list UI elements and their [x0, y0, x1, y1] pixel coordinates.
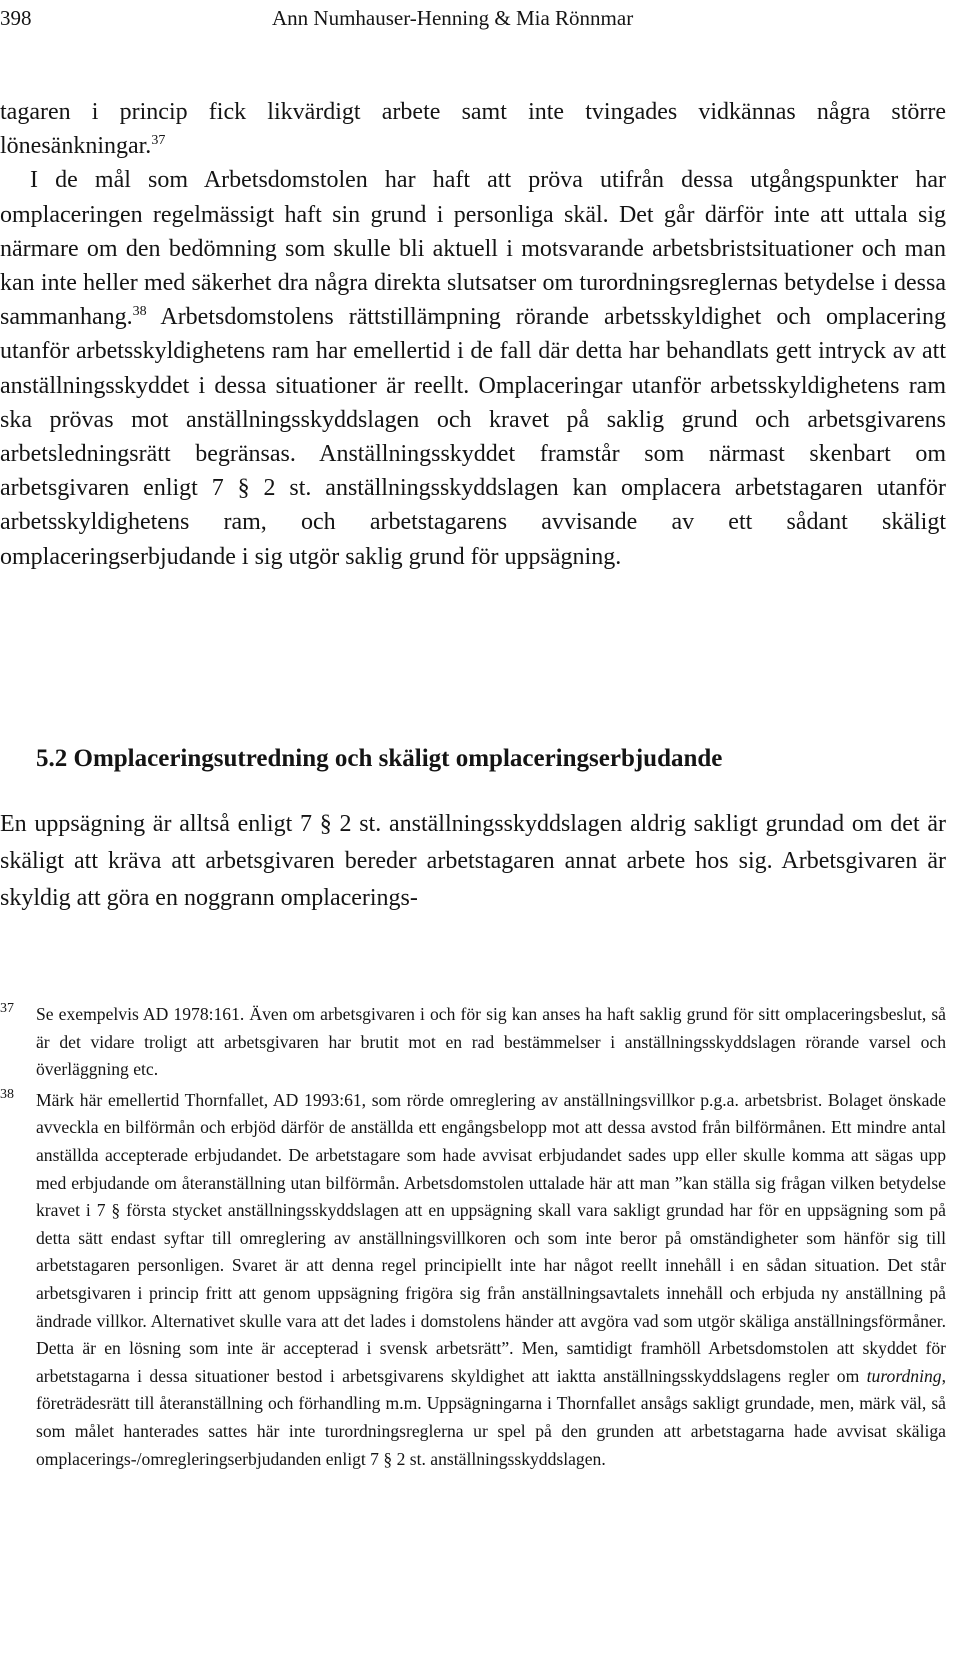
footnotes	[0, 1001, 946, 1473]
footnote-ref-38[interactable]: 38	[132, 304, 147, 320]
footnote-emphasis: turordning	[866, 1365, 942, 1386]
footnote-ref-37[interactable]: 37	[151, 133, 166, 149]
footnote-text	[36, 1087, 946, 1473]
footnote-number: 38	[0, 1086, 14, 1102]
paragraph-text: I de mål som Arbetsdomstolen har haft att pröva utifrån dessa utgångspunkter har omplaceringen regelmässigt haft sin grund i personliga skäl. Det går därför inte att uttala sig närmare om den bedömning som skulle bli aktuell i motsvarande arbetsbristsituationer och man kan inte heller med säkerhet dra några direkta slutsatser om turordningsreglernas betydelse i dessa sammanhang.	[0, 167, 946, 331]
section-heading: 5.2 Omplaceringsutredning och skäligt omplaceringserbjudande	[36, 745, 723, 772]
page-header	[0, 0, 960, 40]
paragraph-continued	[0, 95, 946, 163]
running-head: Ann Numhauser-Henning & Mia Rönnmar	[272, 6, 634, 30]
paragraph	[0, 163, 946, 573]
footnote-text-part: Märk här emellertid Thornfallet, AD 1993:61, som rörde omreglering av anställningsvillkor p.g.a. arbetsbrist. Bolaget önskade avveckla en bilförmån och erbjöd därför de anställda ett engångsbelopp mot att dessa avstod från bilförmånen. Ett mindre antal anställda accepterade erbjudandet. De arbetstagare som hade avvisat erbjudandet sades upp eller skulle komma att sägas upp med erbjudande om återanställning utan bilförmån. Arbetsdomstolen uttalade här att man ”kan ställa sig frågan vilken betydelse kravet i 7 § första stycket anställningsskyddslagen att en uppsägning skall vara sakligt grundad har för en uppsägning som på detta sätt endast syftar till omreglering av anställningsvillkoren och som inte beror på omständigheter som hänför sig till arbetstagaren personligen. Svaret är att denna regel principiellt inte har något reellt innehåll i en sådan situation. Det står arbetsgivaren i princip fritt att genom uppsägning frigöra sig från anställningsavtalets innehåll och erbjuda ny anställning på ändrade villkor. Alternativet skulle vara att det lades i domstolens händer att avgöra vad som utgör skäliga anställningsförmåner. Detta är en lösning som inte är accepterad i svensk arbetsrätt”. Men, samtidigt framhöll Arbetsdomstolen att skyddet för arbetstagarna i dessa situationer bestod i arbetsgivarens skyldighet att iaktta anställningsskyddslagens regler om	[36, 1089, 946, 1386]
footnote-37	[0, 1001, 946, 1084]
main-text	[0, 95, 946, 574]
paragraph-text: Arbetsdomstolens rättstillämpning rörande arbetsskyldighet och omplacering utanför arbetsskyldighetens ram har emellertid i de fall där detta har behandlats gett intryck av att anställningsskyddet i dessa situationer är reellt. Omplaceringar utanför arbetsskyldighetens ram ska prövas mot anställningsskyddslagen och kravet på saklig grund och arbetsgivarens arbetsledningsrätt begränsas. Anställningsskyddet framstår som närmast skenbart om arbetsgivaren enligt 7 § 2 st. anställningsskyddslagen kan omplacera arbetstagaren utanför arbetsskyldighetens ram, och arbetstagarens avvisande av ett sådant skäligt omplaceringserbjudande i sig utgör saklig grund för uppsägning.	[0, 304, 946, 570]
footnote-number: 37	[0, 1001, 14, 1016]
paragraph-text: tagaren i princip fick likvärdigt arbete samt inte tvingades vidkännas några större lönesänkningar.	[0, 99, 946, 160]
page-number: 398	[0, 6, 32, 30]
section-paragraph: En uppsägning är alltså enligt 7 § 2 st. anställningsskyddslagen aldrig sakligt grundad om det är skäligt att kräva att arbetsgivaren bereder arbetstagaren annat arbete hos sig. Arbetsgivaren är skyldig att göra en noggrann omplacerings-	[0, 811, 946, 911]
footnote-text: Se exempelvis AD 1978:161. Även om arbetsgivaren i och för sig kan anses ha haft saklig grund för sitt omplaceringsbeslut, så är det vidare troligt att arbetsgivaren har brutit mot en rad bestämmelser i anställningsskyddslagen rörande varsel och överläggning etc.	[36, 1004, 946, 1080]
footnote-38	[0, 1087, 946, 1473]
footnote-text-part: , företrädesrätt till återanställning och förhandling m.m. Uppsägningarna i Thornfallet ansågs sakligt grundade, men, märk väl, så som målet hanterades sattes här inte turordningsreglerna ur spel på den grunden att arbetstagarna hade avvisat skäliga omplacerings-/omregleringserbjudanden enligt 7 § 2 st. anställningsskyddslagen.	[36, 1365, 946, 1469]
